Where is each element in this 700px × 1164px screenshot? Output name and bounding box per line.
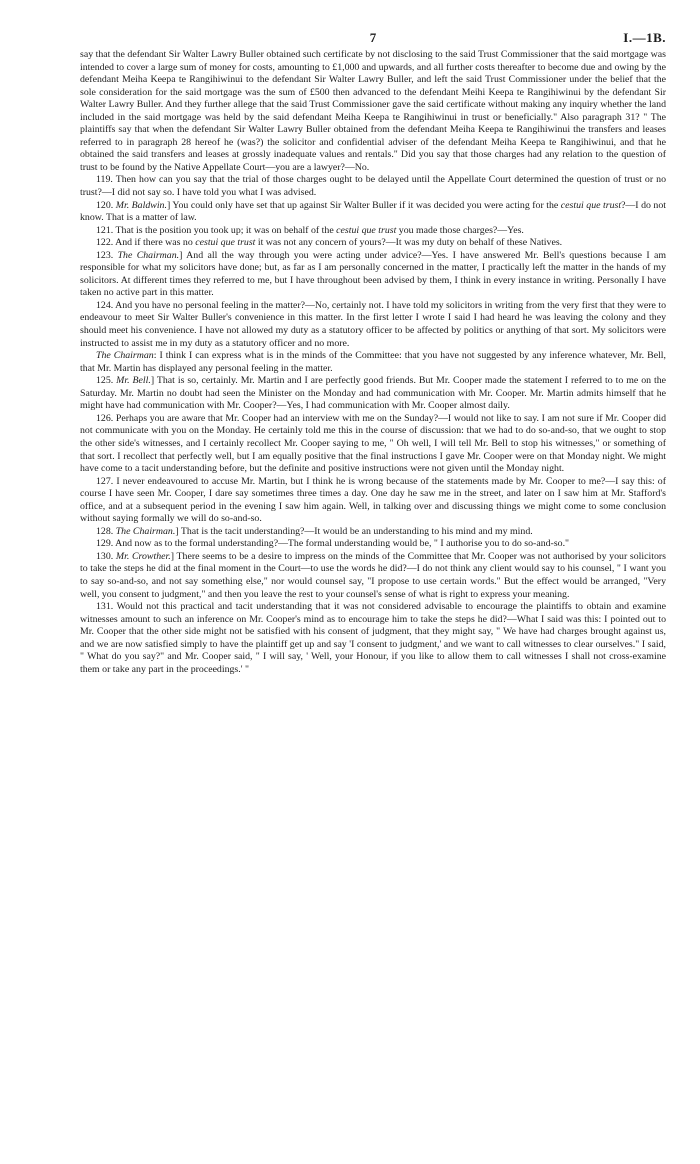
text-segment: 128. [96, 525, 116, 537]
text-segment: it was not any concern of yours?—It was my duty on behalf of these Natives. [255, 237, 563, 249]
text-segment: ] That is so, certainly. Mr. Martin and I are perfectly good friends. But Mr. Cooper made the statement I referred to to me on the Saturday. Mr. Martin no doubt had seen the Minister on the Monday and had communication with Mr. Cooper. Mr. Martin admits himself that he might have had communication with Mr. Cooper?—Yes, I had communication with Mr. Cooper almost daily. [80, 375, 666, 412]
italic-text: cestui que trust [336, 224, 397, 236]
paragraph [80, 225, 666, 238]
text-segment: 126. Perhaps you are aware that Mr. Cooper had an interview with me on the Sunday?—I would not like to say. I am not sure if Mr. Cooper did not communicate with you on the Monday. He certainly told me this in the course of discussion: that we had to do so-and-so, that we ought to stop the other side's witnesses, and I certainly recollect Mr. Cooper saying to me, " Oh well, I will tell Mr. Bell to stop his witnesses," or something of that sort. I recollect that perfectly well, but I am equally positive that the final instructions I gave Mr. Cooper were on that Monday night. We might have come to a tacit understanding before, but the definite and positive instructions were not given until the Monday night. [80, 412, 666, 475]
paragraph [80, 476, 666, 526]
page-number: 7 [369, 30, 377, 45]
paragraph [80, 375, 666, 413]
text-segment: : I think I can express what is in the minds of the Committee: that you have not suggested by any inference whatever, Mr. Bell, that Mr. Martin has displayed any personal feeling in the matter. [80, 350, 667, 374]
paragraph [80, 601, 666, 676]
paragraph [80, 174, 666, 199]
text-segment: 120. [96, 199, 116, 211]
italic-text: Mr. Bell. [116, 375, 151, 387]
paragraph [80, 300, 666, 350]
text-segment: 124. And you have no personal feeling in the matter?—No, certainly not. I have told my solicitors in writing from the very first that they were to endeavour to meet Sir Walter Buller's convenience in this matter. In the first letter I wrote I said I had heard he was leaving the colony and they should meet his convenience. I have not allowed my duty as a statutory officer to be affected by politics or anything of that sort. My solicitors were instructed to assist me in my duty as a statutory officer and no more. [80, 299, 666, 349]
text-segment: 129. And now as to the formal understanding?—The formal understanding would be, " I authorise you to do so-and-so." [96, 538, 570, 550]
paragraph [80, 526, 666, 539]
paragraph [80, 49, 666, 174]
text-segment: 125. [96, 375, 117, 387]
paragraph [80, 538, 666, 551]
italic-text: The Chairman. [115, 525, 176, 537]
document-code: I.—1B. [623, 30, 666, 45]
paragraph [80, 200, 666, 225]
italic-text: Mr. Baldwin. [115, 199, 167, 211]
text-segment: ] That is the tacit understanding?—It would be an understanding to his mind and my mind. [175, 525, 533, 537]
italic-text: Mr. Crowther. [115, 550, 171, 562]
italic-text: The Chairman. [117, 249, 180, 261]
text-segment: 123. [96, 249, 118, 261]
paragraph [80, 237, 666, 250]
text-segment: 122. And if there was no [96, 237, 196, 249]
text-segment: ] And all the way through you were acting under advice?—Yes. I have answered Mr. Bell's questions because I am responsible for what my solicitors have done; but, as far as I am personally concerned in the matter, I practically left the matter in the hands of my solicitors. At different times they referred to me, but I have throughout been advised by them, I think in every instance in writing. Personally I have taken no active part in this matter. [80, 249, 667, 299]
text-segment: say that the defendant Sir Walter Lawry Buller obtained such certificate by not disclosing to the said Trust Commissioner that the said mortgage was intended to cover a large sum of money for costs, amounting to £1,000 and upwards, and all further costs thereafter to become due and owing by the defendant Meiha Keepa te Rangihiwinui to the defendant Sir Walter Lawry Buller, and left the said Trust Commissioner under the belief that the sole consideration for the said mortgage was the sum of £500 then advanced to the defendant Meihi Keepa te Rangihiwinui by the defendant Sir Walter Lawry Buller. And they further allege that the said Trust Commissioner gave the said certificate without making any inquiry whether the land included in the said mortgage was held by the said defendant Meiha Keepa te Rangihiwinui in trust or beneficially." Also paragraph 31? " The plaintiffs say that when the defendant Sir Walter Lawry Buller obtained from the defendant Meiha Keepa te Rangihiwinui the transfers and leases referred to in paragraph 28 hereof he (was?) the solicitor and confidential adviser of the defendant Meiha Keepa te Rangihiwinui, and that he obtained the said transfers and leases at grossly inadequate values and rentals." Did you say that those charges had any relation to the question of trust to be found by the Native Appellate Court—you are a lawyer?—No. [80, 49, 666, 173]
text-segment: ?—I do not know. That is a matter of law. [80, 199, 667, 224]
text-segment: ] You could only have set that up against Sir Walter Buller if it was decided you were acting for the [166, 199, 561, 211]
text-segment: ] There seems to be a desire to impress on the minds of the Committee that Mr. Cooper was not authorised by your solicitors to take the steps he did at the final moment in the Court—to use the words he did?—I do not think any client would say to his counsel, " I want you to say so-and-so, and not say something else," nor would counsel say, "I propose to use certain words." But the effect would be arranged, "Very well, you consent to judgment," and then you leave the rest to your counsel's sense of what is right to express your meaning. [80, 550, 666, 600]
paragraph [80, 551, 666, 601]
paragraph [80, 413, 666, 476]
text-segment: 127. I never endeavoured to accuse Mr. Martin, but I think he is wrong because of the statements made by Mr. Cooper to me?—I say this: of course I have seen Mr. Cooper, I dare say sometimes three times a day. One day he saw me in the street, and later on I saw him at Mr. Stafford's office, and at a subsequent period in the evening I saw him again. Well, in talking over and discussing things we might come to some conclusion without saying formally we will do so-and-so. [80, 475, 666, 525]
italic-text: cestui que trust [560, 199, 622, 211]
text-segment: 131. Would not this practical and tacit understanding that it was not considered advisable to encourage the plaintiffs to obtain and examine witnesses amount to such an inference on Mr. Cooper's mind as to encourage him to take the steps he did?—What I said was this: I pointed out to Mr. Cooper that the other side might not be satisfied with his consent of judgment, that they might say, " We have had charges brought against us, and we are now satisfied simply to have the plaintiff get up and say 'I consent to judgment,' and we want to call witnesses to clear ourselves." I said, " What do you say?" and Mr. Cooper said, " I will say, ' Well, your Honour, if you like to allow them to call witnesses I shall not cross-examine them or take any part in the proceedings.' " [80, 601, 666, 675]
paragraph [80, 250, 666, 300]
italic-text: cestui que trust [195, 237, 256, 249]
paragraph [80, 350, 666, 375]
italic-text: The Chairman [96, 350, 154, 362]
text-segment: you made those charges?—Yes. [396, 224, 524, 236]
page-header [80, 30, 666, 46]
text-segment: 130. [96, 550, 116, 562]
text-segment: 119. Then how can you say that the trial of those charges ought to be delayed until the Appellate Court determined the question of trust or no trust?—I did not say so. I have told you what I was advised. [80, 174, 666, 199]
body-text [80, 49, 666, 676]
text-segment: 121. That is the position you took up; it was on behalf of the [96, 224, 337, 236]
